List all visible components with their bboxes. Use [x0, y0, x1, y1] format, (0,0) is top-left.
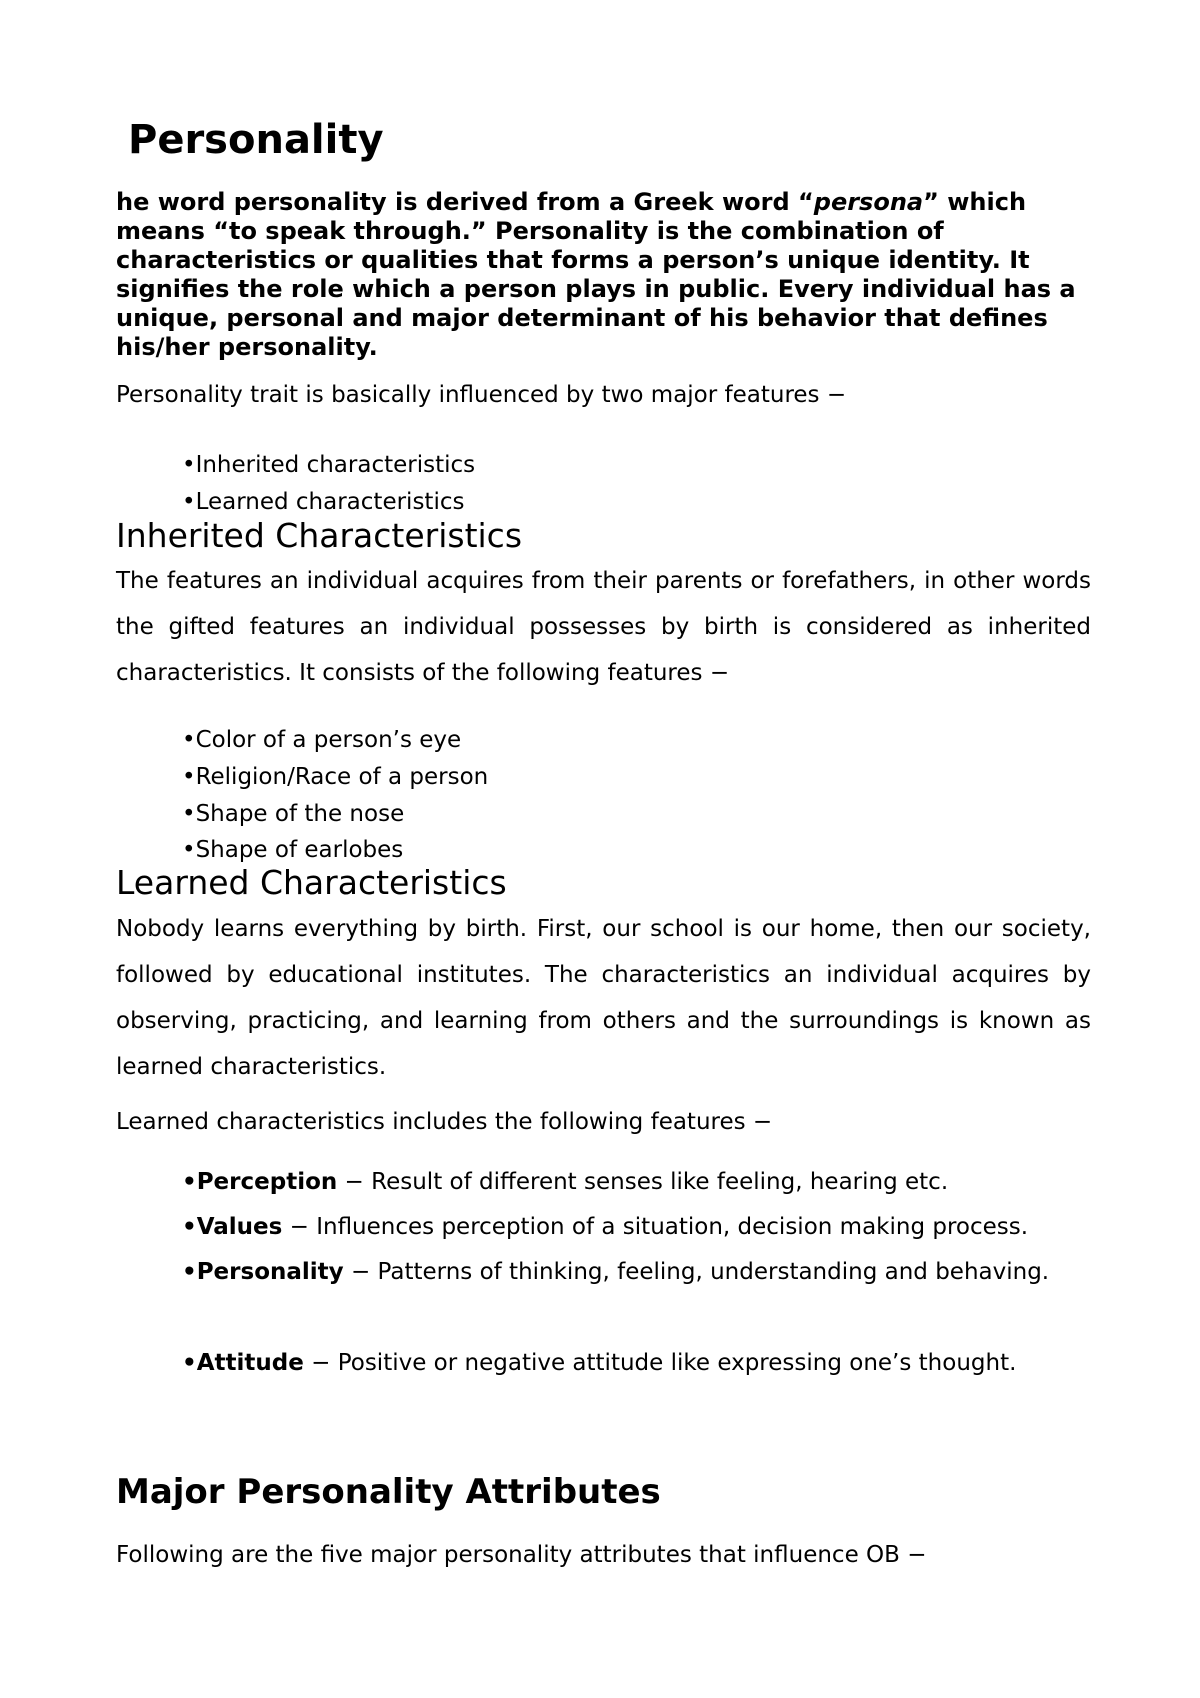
intro-text-end: ” which means “to speak through.” Personality is the combination of characteristics or qualities that forms a person’s unique identity. It signifies the role which a person plays in public. Every individual has a unique, personal and major determinant of his behavior that defines his/her personality. — [116, 188, 1076, 361]
list-item — [182, 1209, 1028, 1245]
item-term: •Attitude — [182, 1350, 304, 1376]
trait-intro: Personality trait is basically influenced by two major features − — [116, 382, 847, 408]
major-attributes-heading: Major Personality Attributes — [116, 1472, 661, 1512]
item-term: •Values — [182, 1214, 283, 1240]
list-item: •Learned characteristics — [182, 489, 465, 515]
inherited-paragraph: The features an individual acquires from their parents or forefathers, in other words the gifted features an individual possesses by birth is considered as inherited characteristics. It consists of the following features − — [116, 568, 1091, 686]
list-item — [182, 1164, 948, 1200]
learned-list-intro: Learned characteristics includes the following features − — [116, 1109, 773, 1135]
intro-paragraph — [116, 188, 1106, 362]
item-description: − Patterns of thinking, feeling, understanding and behaving. — [343, 1259, 1050, 1285]
major-attributes-intro: Following are the five major personality attributes that influence OB − — [116, 1542, 927, 1568]
list-item — [182, 1345, 1016, 1381]
list-item: •Shape of the nose — [182, 801, 405, 827]
item-description: − Result of different senses like feeling, hearing etc. — [337, 1169, 949, 1195]
page-title: Personality — [128, 117, 384, 163]
list-item: •Shape of earlobes — [182, 837, 404, 863]
list-item: •Color of a person’s eye — [182, 727, 462, 753]
learned-heading: Learned Characteristics — [116, 863, 507, 902]
item-term: •Perception — [182, 1169, 338, 1195]
item-description: − Influences perception of a situation, decision making process. — [282, 1214, 1029, 1240]
inherited-heading: Inherited Characteristics — [116, 516, 523, 555]
list-item: •Inherited characteristics — [182, 452, 476, 478]
item-description: − Positive or negative attitude like expressing one’s thought. — [303, 1350, 1017, 1376]
list-item: •Religion/Race of a person — [182, 764, 489, 790]
persona-term: persona — [813, 188, 924, 216]
list-item — [182, 1249, 1091, 1295]
item-term: •Personality — [182, 1259, 344, 1285]
intro-text-start: he word personality is derived from a Greek word “ — [116, 188, 814, 216]
learned-paragraph: Nobody learns everything by birth. First, our school is our home, then our society, followed by educational institutes. The characteristics an individual acquires by observing, practicing, and learning from others and the surroundings is known as learned characteristics. — [116, 916, 1091, 1080]
